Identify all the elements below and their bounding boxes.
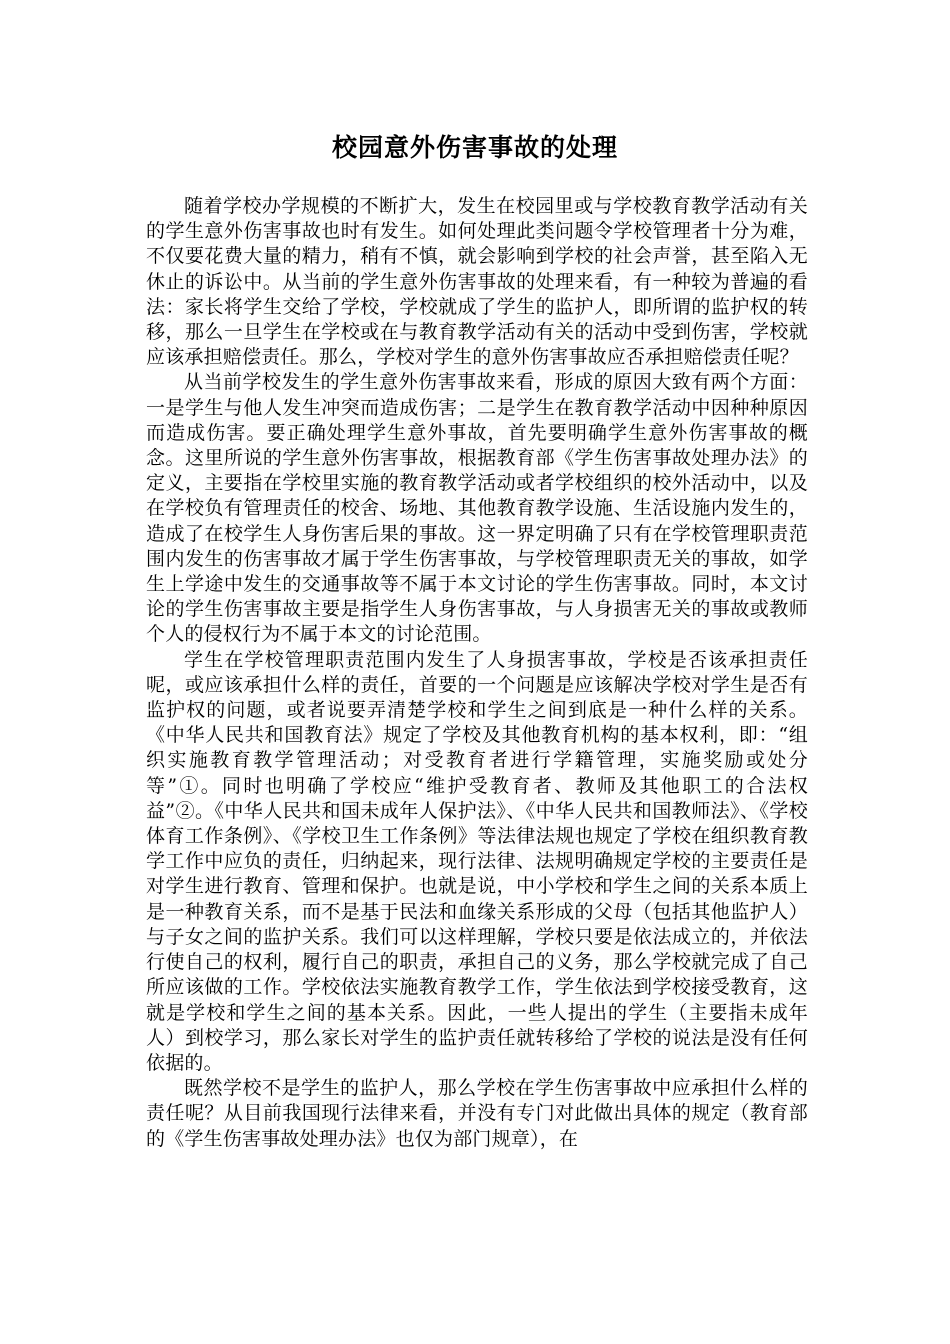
- paragraph-intro: 随着学校办学规模的不断扩大，发生在校园里或与学校教育教学活动有关的学生意外伤害事故也时有发生。如何处理此类问题令学校管理者十分为难，不仅要花费大量的精力，稍有不慎，就会影响到学校的社会声誉，甚至陷入无休止的诉讼中。从当前的学生意外伤害事故的处理来看，有一种较为普遍的看法：家长将学生交给了学校，学校就成了学生的监护人，即所谓的监护权的转移，那么一旦学生在学校或在与教育教学活动有关的活动中受到伤害，学校就应该承担赔偿责任。那么，学校对学生的意外伤害事故应否承担赔偿责任呢？: [146, 195, 808, 369]
- paragraph-responsibility: 既然学校不是学生的监护人，那么学校在学生伤害事故中应承担什么样的责任呢？从目前我国现行法律来看，并没有专门对此做出具体的规定（教育部的《学生伤害事故处理办法》也仅为部门规章），在: [146, 1077, 808, 1150]
- paragraph-definition: 从当前学校发生的学生意外伤害事故来看，形成的原因大致有两个方面：一是学生与他人发生冲突而造成伤害；二是学生在教育教学活动中因种种原因而造成伤害。要正确处理学生意外事故，首先要明确学生意外伤害事故的概念。这里所说的学生意外伤害事故，根据教育部《学生伤害事故处理办法》的定义，主要指在学校里实施的教育教学活动或者学校组织的校外活动中，以及在学校负有管理责任的校舍、场地、其他教育教学设施、生活设施内发生的，造成了在校学生人身伤害后果的事故。这一界定明确了只有在学校管理职责范围内发生的伤害事故才属于学生伤害事故，与学校管理职责无关的事故，如学生上学途中发生的交通事故等不属于本文讨论的学生伤害事故。同时，本文讨论的学生伤害事故主要是指学生人身伤害事故，与人身损害无关的事故或教师个人的侵权行为不属于本文的讨论范围。: [146, 371, 808, 646]
- paragraph-relationship: 学生在学校管理职责范围内发生了人身损害事故，学校是否该承担责任呢，或应该承担什么样的责任，首要的一个问题是应该解决学校对学生是否有监护权的问题，或者说要弄清楚学校和学生之间到底是一种什么样的关系。《中华人民共和国教育法》规定了学校及其他教育机构的基本权利，即：“组织实施教育教学管理活动；对受教育者进行学籍管理，实施奖励或处分等”①。同时也明确了学校应“维护受教育者、教师及其他职工的合法权益”②。《中华人民共和国未成年人保护法》、《中华人民共和国教师法》、《学校体育工作条例》、《学校卫生工作条例》等法律法规也规定了学校在组织教育教学工作中应负的责任，归纳起来，现行法律、法规明确规定学校的主要责任是对学生进行教育、管理和保护。也就是说，中小学校和学生之间的关系本质上是一种教育关系，而不是基于民法和血缘关系形成的父母（包括其他监护人）与子女之间的监护关系。我们可以这样理解，学校只要是依法成立的，并依法行使自己的权利，履行自己的职责，承担自己的义务，那么学校就完成了自己所应该做的工作。学校依法实施教育教学工作，学生依法到学校接受教育，这就是学校和学生之间的基本关系。因此，一些人提出的学生（主要指未成年人）到校学习，那么家长对学生的监护责任就转移给了学校的说法是没有任何依据的。: [146, 648, 808, 1074]
- document-title: 校园意外伤害事故的处理: [331, 133, 618, 162]
- document-body: [146, 194, 808, 1152]
